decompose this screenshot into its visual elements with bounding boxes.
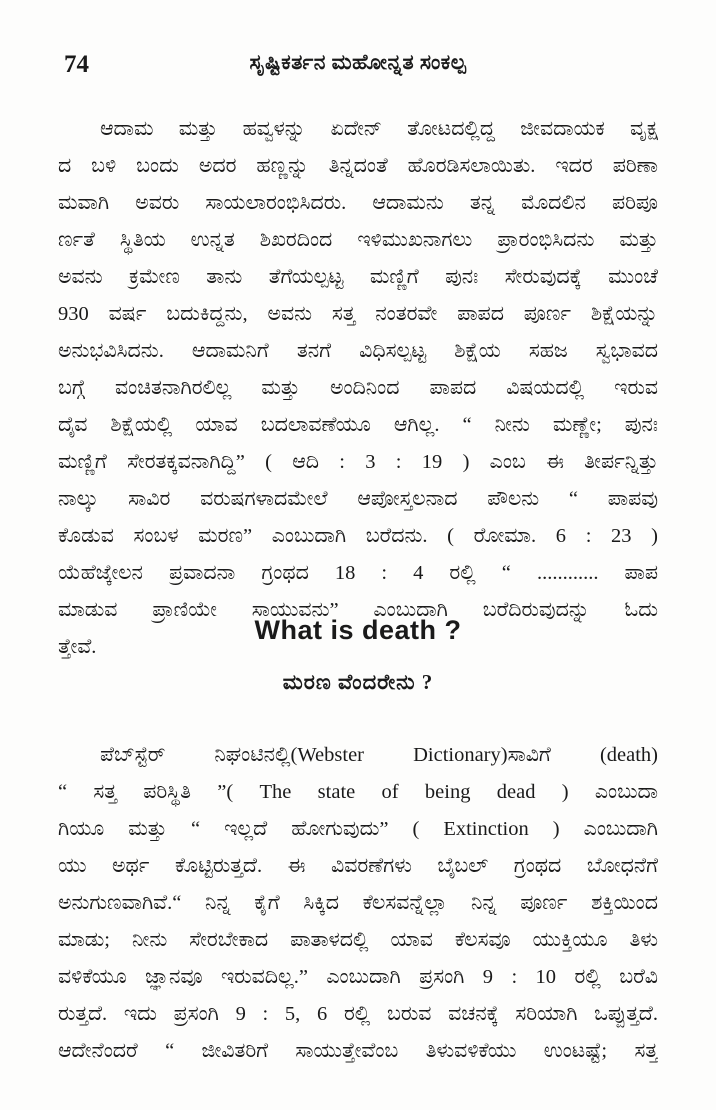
text-line: ಮವಾಗಿ ಅವರು ಸಾಯಲಾರಂಭಿಸಿದರು. ಆದಾಮನು ತನ್ನ ಮೊದಲಿನ ಪರಿಪೂ xyxy=(58,192,658,214)
text-line: ಪೆಬ್‌ಸ್ಟೆರ್ ನಿಘಂಟಿನಲ್ಲಿ(Webster Dictionary)ಸಾವಿಗೆ (death) xyxy=(100,744,658,766)
text-line: ಮಾಡು; ನೀನು ಸೇರಬೇಕಾದ ಪಾತಾಳದಲ್ಲಿ ಯಾವ ಕೆಲಸವೂ ಯುಕ್ತಿಯೂ ತಿಳು xyxy=(58,929,658,951)
text-line: ಆದೇನೆಂದರೆ “ ಜೀವಿತರಿಗೆ ಸಾಯುತ್ತೇವೆಂಬ ತಿಳುವಳಿಕೆಯು ಉಂಟಷ್ಟೆ; ಸತ್ತ xyxy=(58,1040,658,1062)
text-line: ದೈವ ಶಿಕ್ಷೆಯಲ್ಲಿ ಯಾವ ಬದಲಾವಣೆಯೂ ಆಗಿಲ್ಲ. “ ನೀನು ಮಣ್ಣೇ; ಪುನಃ xyxy=(58,414,658,436)
text-line: ಬಗ್ಗೆ ವಂಚಿತನಾಗಿರಲಿಲ್ಲ ಮತ್ತು ಅಂದಿನಿಂದ ಪಾಪದ ವಿಷಯದಲ್ಲಿ ಇರುವ xyxy=(58,377,658,399)
text-line: ಗಿಯೂ ಮತ್ತು “ ಇಲ್ಲದೆ ಹೋಗುವುದು” ( Extinction ) ಎಂಬುದಾಗಿ xyxy=(58,818,658,840)
paragraph-2 xyxy=(58,737,658,1070)
text-line: ಅನುಭವಿಸಿದನು. ಆದಾಮನಿಗೆ ತನಗೆ ವಿಧಿಸಲ್ಪಟ್ಟ ಶಿಕ್ಷೆಯ ಸಹಜ ಸ್ವಭಾವದ xyxy=(58,340,658,362)
paragraph-1 xyxy=(58,111,658,666)
section-heading-english: What is death ? xyxy=(254,615,462,645)
text-line: ಮಣ್ಣಿಗೆ ಸೇರತಕ್ಕವನಾಗಿದ್ದಿ” ( ಆದಿ : 3 : 19 ) ಎಂಬ ಈ ತೀರ್ಪನ್ನಿತ್ತು xyxy=(58,451,658,473)
page-header xyxy=(58,50,658,86)
text-line: ರ್ಣತೆ ಸ್ಥಿತಿಯ ಉನ್ನತ ಶಿಖರದಿಂದ ಇಳಿಮುಖನಾಗಲು ಪ್ರಾರಂಭಿಸಿದನು ಮತ್ತು xyxy=(58,229,658,251)
text-line: ಕೊಡುವ ಸಂಬಳ ಮರಣ” ಎಂಬುದಾಗಿ ಬರೆದನು. ( ರೋಮಾ. 6 : 23 ) xyxy=(58,525,658,547)
text-line: ಯೆಹೆಜ್ಕೇಲನ ಪ್ರವಾದನಾ ಗ್ರಂಥದ 18 : 4 ರಲ್ಲಿ “ ............ ಪಾಪ xyxy=(58,562,658,584)
text-line: ಅವನು ಕ್ರಮೇಣ ತಾನು ತೆಗೆಯಲ್ಪಟ್ಟ ಮಣ್ಣಿಗೆ ಪುನಃ ಸೇರುವುದಕ್ಕೆ ಮುಂಚೆ xyxy=(58,266,658,288)
page-number: 74 xyxy=(64,51,89,78)
text-line: “ ಸತ್ತ ಪರಿಸ್ಥಿತಿ ”( The state of being dead ) ಎಂಬುದಾ xyxy=(58,781,658,803)
text-line: ಆದಾಮ ಮತ್ತು ಹವ್ವಳನ್ನು ಏದೇನ್ ತೋಟದಲ್ಲಿದ್ದ ಜೀವದಾಯಕ ವೃಕ್ಷ xyxy=(100,118,658,140)
text-line: ಯು ಅರ್ಥ ಕೊಟ್ಟಿರುತ್ತದೆ. ಈ ವಿವರಣೆಗಳು ಬೈಬಲ್ ಗ್ರಂಥದ ಬೋಧನೆಗೆ xyxy=(58,855,658,877)
text-line: ಮಾಡುವ ಪ್ರಾಣಿಯೇ ಸಾಯುವನು” ಎಂಬುದಾಗಿ ಬರೆದಿರುವುದನ್ನು ಓದು xyxy=(58,599,658,621)
text-line: 930 ವರ್ಷ ಬದುಕಿದ್ದನು, ಅವನು ಸತ್ತ ನಂತರವೇ ಪಾಪದ ಪೂರ್ಣ ಶಿಕ್ಷೆಯನ್ನು xyxy=(58,303,658,325)
text-line: ಅನುಗುಣವಾಗಿವೆ.“ ನಿನ್ನ ಕೈಗೆ ಸಿಕ್ಕಿದ ಕೆಲಸವನ್ನೆಲ್ಲಾ ನಿನ್ನ ಪೂರ್ಣ ಶಕ್ತಿಯಿಂದ xyxy=(58,892,658,914)
text-line: ದ ಬಳಿ ಬಂದು ಅದರ ಹಣ್ಣನ್ನು ತಿನ್ನದಂತೆ ಹೊರಡಿಸಲಾಯಿತು. ಇದರ ಪರಿಣಾ xyxy=(58,155,658,177)
section-heading-kannada: ಮರಣ ವೆಂದರೇನು ? xyxy=(282,670,434,694)
text-line: ನಾಲ್ಕು ಸಾವಿರ ವರುಷಗಳಾದಮೇಲೆ ಆಪೋಸ್ತಲನಾದ ಪೌಲನು “ ಪಾಪವು xyxy=(58,488,658,510)
text-line: ವಳಿಕೆಯೂ ಜ್ಞಾನವೂ ಇರುವದಿಲ್ಲ.” ಎಂಬುದಾಗಿ ಪ್ರಸಂಗಿ 9 : 10 ರಲ್ಲಿ ಬರೆವಿ xyxy=(58,966,658,988)
text-line: ರುತ್ತದೆ. ಇದು ಪ್ರಸಂಗಿ 9 : 5, 6 ರಲ್ಲಿ ಬರುವ ವಚನಕ್ಕೆ ಸರಿಯಾಗಿ ಒಪ್ಪುತ್ತದೆ. xyxy=(58,1003,658,1025)
text-line: ತ್ತೇವೆ. xyxy=(58,636,97,658)
running-title: ಸೃಷ್ಟಿಕರ್ತನ ಮಹೋನ್ನತ ಸಂಕಲ್ಪ xyxy=(249,50,467,74)
